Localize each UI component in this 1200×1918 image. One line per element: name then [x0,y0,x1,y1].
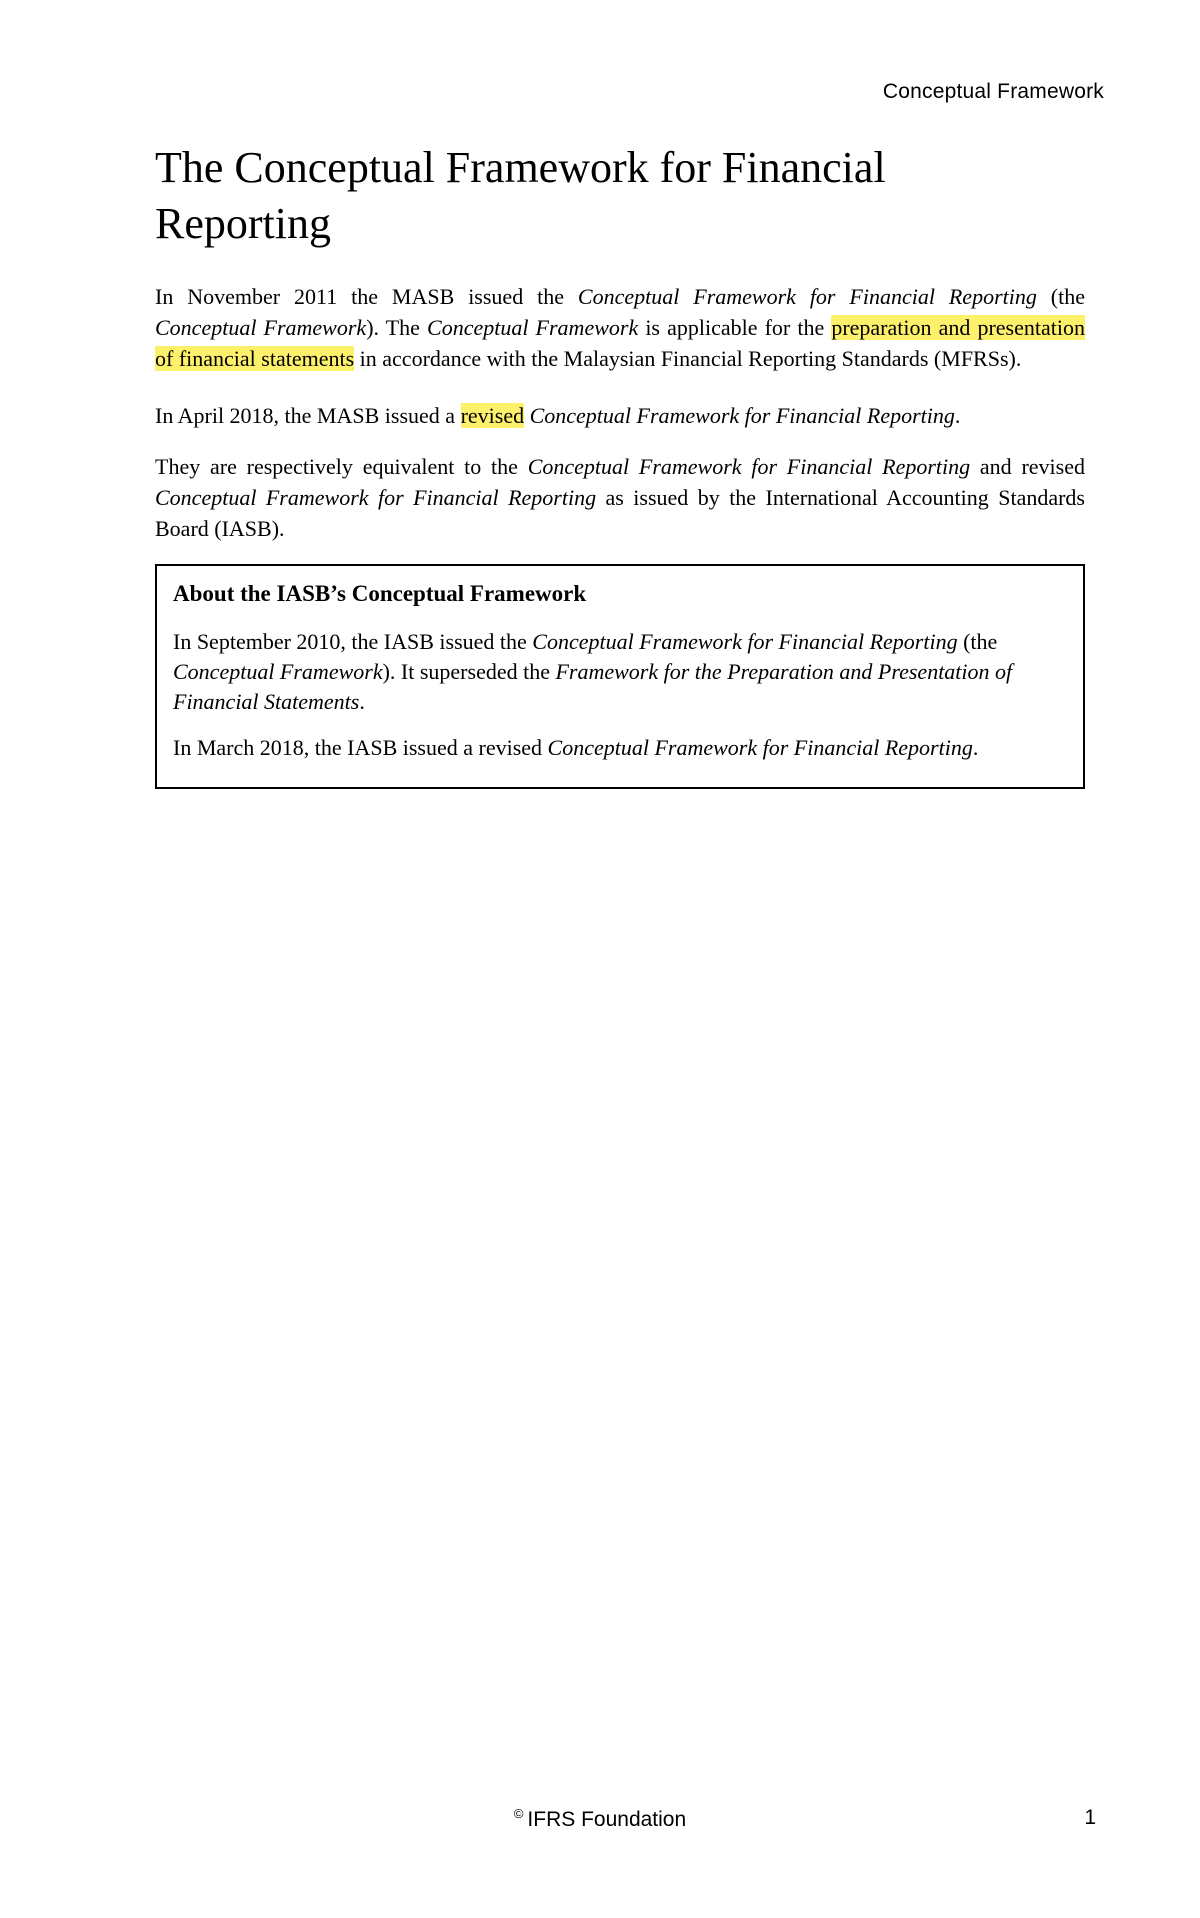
text-run: In September 2010, the IASB issued the [173,629,533,654]
info-box-paragraph [173,627,1067,717]
intro-paragraph [155,281,1085,374]
text-run: (the [1036,284,1085,309]
text-run: . [359,689,365,714]
highlighted-text: preparation and presentation of financial statements [155,315,1085,371]
text-run: In March 2018, the IASB issued a revised [173,735,548,760]
italic-title: Conceptual Framework for Financial Reporting [155,485,597,510]
text-run: In November 2011 the MASB issued the [155,284,578,309]
text-run: in accordance with the Malaysian Financial Reporting Standards (MFRSs). [354,346,1022,371]
italic-title: Conceptual Framework [427,315,639,340]
highlighted-text: revised [460,403,525,428]
italic-title: Conceptual Framework [173,659,383,684]
revision-paragraph [155,400,1085,431]
info-box-paragraph [173,733,1067,763]
text-run: and revised [970,454,1085,479]
text-run: (the [957,629,998,654]
italic-title: Framework for the Preparation and Presentation of Financial Statements [173,659,1013,714]
italic-title: Conceptual Framework for Financial Reporting [577,284,1037,309]
running-header: Conceptual Framework [882,80,1104,103]
italic-title: Conceptual Framework for Financial Reporting [527,454,971,479]
text-run: is applicable for the [638,315,832,340]
page-number: 1 [1084,1806,1096,1829]
footer-organization [0,1806,1200,1832]
organization-name: IFRS Foundation [527,1808,687,1831]
info-box-heading: About the IASB’s Conceptual Framework [173,581,587,606]
text-run: . [972,735,979,760]
copyright-icon: © [513,1806,524,1821]
iasb-info-box [155,564,1085,789]
italic-title: Conceptual Framework [155,315,367,340]
italic-title: Conceptual Framework for Financial Reporting [547,735,973,760]
text-run: ). The [366,315,428,340]
page-title: The Conceptual Framework for Financial Reporting [155,143,886,248]
text-run: . [954,403,961,428]
equivalence-paragraph [155,451,1085,544]
text-run: They are respectively equivalent to the [155,454,528,479]
italic-title: Conceptual Framework for Financial Reporting [529,403,955,428]
text-run: as issued by the International Accounting Standards Board (IASB). [155,485,1085,541]
italic-title: Conceptual Framework for Financial Reporting [532,629,958,654]
document-body [155,281,1085,789]
text-run: In April 2018, the MASB issued a [155,403,461,428]
text-run: ). It superseded the [382,659,556,684]
